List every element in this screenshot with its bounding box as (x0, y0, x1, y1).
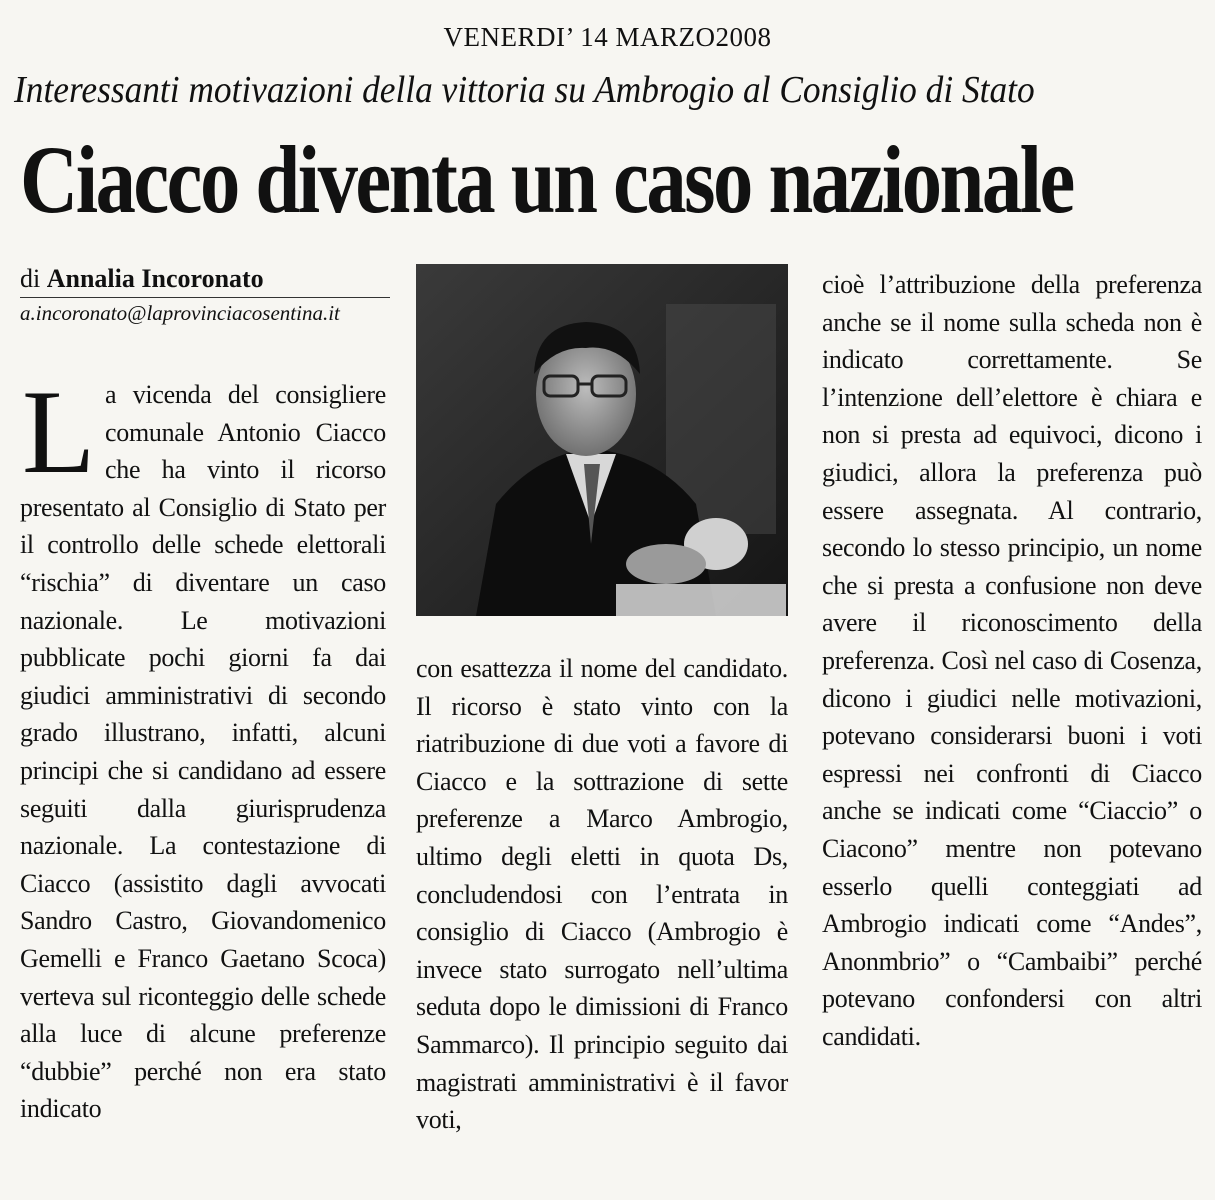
article-column-1 (20, 365, 386, 1128)
drop-cap: L (22, 365, 96, 498)
article-column-3: cioè l’attribuzione della preferenza anche se il nome sulla scheda non è indicato correttamente. Se l’intenzione dell’elettore è chiara e non si presta ad equivoci, dicono i giudici, allora la preferenza può essere assegnata. Al contrario, secondo lo stesso principio, un nome che si presta a confusione non deve avere il riconoscimento della preferenza. Così nel caso di Cosenza, dicono i giudici nelle motivazioni, potevano considerarsi buoni i voti espressi nei confronti di Ciacco anche se indicati come “Ciaccio” o Ciacono” mentre non potevano esserlo quelli conteggiati ad Ambrogio indicati come “Andes”, Anonmbrio” o “Cambaibi” perché potevano confondersi con altri candidati. (822, 270, 1202, 1051)
byline-rule (20, 297, 390, 298)
author-name: Annalia Incoronato (46, 264, 264, 293)
kicker: Interessanti motivazioni della vittoria su Ambrogio al Consiglio di Stato (14, 69, 1035, 111)
byline-prefix: di (20, 264, 41, 293)
portrait-photo-icon (416, 264, 788, 616)
column-1-text: a vicenda del consigliere comunale Antonio Ciacco che ha vinto il ricorso presentato al Consiglio di Stato per il controllo delle schede elettorali “rischia” di diventare un caso nazionale. Le motivazioni pubblicate pochi giorni fa dai giudici amministrativi di secondo grado illustrano, infatti, alcuni principi che si candidano ad essere seguiti dalla giurisprudenza nazionale. La contestazione di Ciacco (assistito dagli avvocati Sandro Castro, Giovandomenico Gemelli e Franco Gaetano Scoca) verteva sul riconteggio delle schede alla luce di alcune preferenze “dubbie” perché non era stato indicato (20, 380, 386, 1124)
article-photo (416, 264, 788, 616)
headline: Ciacco diventa un caso nazionale (20, 126, 1073, 233)
author-email: a.incoronato@laprovinciacosentina.it (20, 301, 340, 325)
article-column-2: con esattezza il nome del candidato. Il ricorso è stato vinto con la riatribuzione di due voti a favore di Ciacco e la sottrazione di sette preferenze a Marco Ambrogio, ultimo degli eletti in quota Ds, concludendosi con l’entrata in consiglio di Ciacco (Ambrogio è invece stato surrogato nell’ultima seduta dopo le dimissioni di Franco Sammarco). Il principio seguito dai magistrati amministrativi è il favor voti, (416, 654, 788, 1135)
dateline: VENERDI’ 14 MARZO2008 (443, 22, 772, 52)
byline (20, 264, 264, 294)
